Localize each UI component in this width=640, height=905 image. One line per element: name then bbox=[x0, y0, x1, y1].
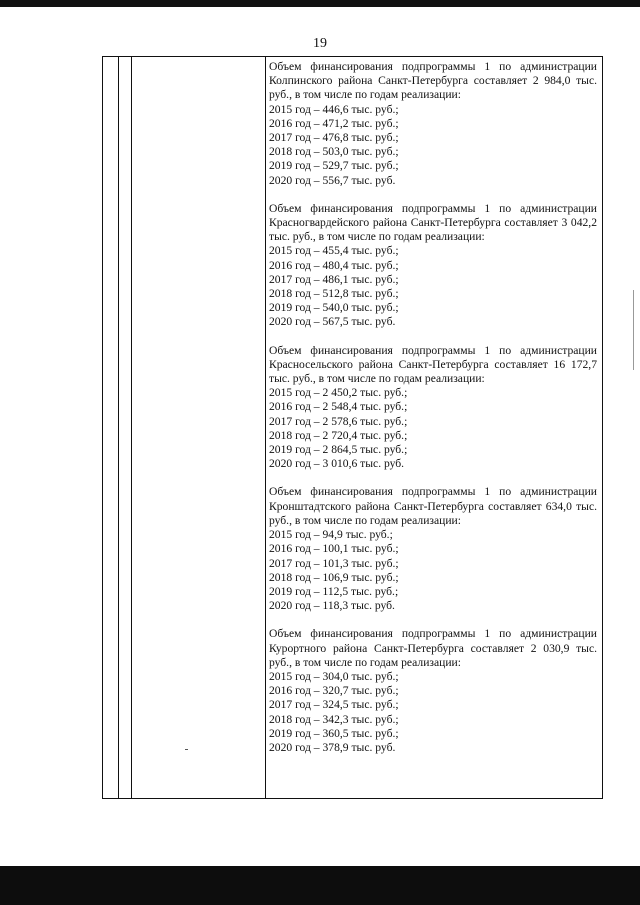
year-line: 2020 год – 378,9 тыс. руб. bbox=[269, 740, 396, 754]
year-line: 2019 год – 529,7 тыс. руб.; bbox=[269, 159, 399, 173]
scan-bottom-border bbox=[0, 866, 640, 905]
financing-block bbox=[269, 344, 597, 472]
year-line: 2019 год – 540,0 тыс. руб.; bbox=[269, 301, 399, 315]
year-line: 2015 год – 455,4 тыс. руб.; bbox=[269, 244, 399, 258]
financing-heading: Объем финансирования подпрограммы 1 по администрации Красносельского района Санкт-Петербурга составляет 16 172,7 тыс. руб., в том числе по годам реализации: bbox=[269, 343, 597, 386]
year-line: 2016 год – 320,7 тыс. руб.; bbox=[269, 684, 399, 698]
scan-speck bbox=[185, 749, 188, 750]
year-line: 2015 год – 304,0 тыс. руб.; bbox=[269, 669, 399, 683]
year-line: 2020 год – 118,3 тыс. руб. bbox=[269, 599, 395, 613]
year-line: 2016 год – 2 548,4 тыс. руб.; bbox=[269, 400, 408, 414]
financing-heading: Объем финансирования подпрограммы 1 по администрации Курортного района Санкт-Петербурга составляет 2 030,9 тыс. руб., в том числе по годам реализации: bbox=[269, 627, 597, 669]
financing-block bbox=[269, 202, 597, 330]
scan-top-border bbox=[0, 0, 640, 7]
year-line: 2017 год – 486,1 тыс. руб.; bbox=[269, 272, 399, 286]
year-line: 2018 год – 2 720,4 тыс. руб.; bbox=[269, 428, 408, 442]
year-line: 2015 год – 446,6 тыс. руб.; bbox=[269, 102, 399, 116]
year-line: 2018 год – 512,8 тыс. руб.; bbox=[269, 287, 399, 301]
year-line: 2019 год – 112,5 тыс. руб.; bbox=[269, 584, 399, 598]
financing-block bbox=[269, 485, 597, 613]
year-line: 2020 год – 3 010,6 тыс. руб. bbox=[269, 457, 405, 471]
scan-edge-mark bbox=[633, 290, 634, 370]
year-line: 2016 год – 471,2 тыс. руб.; bbox=[269, 116, 399, 130]
financing-heading: Объем финансирования подпрограммы 1 по администрации Красногвардейского района Санкт-Петербурга составляет 3 042,2 тыс. руб., в том числе по годам реализации: bbox=[269, 201, 597, 244]
year-line: 2017 год – 324,5 тыс. руб.; bbox=[269, 698, 399, 712]
table-column-divider bbox=[118, 56, 119, 799]
year-line: 2016 год – 480,4 тыс. руб.; bbox=[269, 258, 399, 272]
table-content-cell bbox=[269, 60, 597, 769]
year-line: 2017 год – 2 578,6 тыс. руб.; bbox=[269, 414, 408, 428]
year-line: 2016 год – 100,1 тыс. руб.; bbox=[269, 542, 399, 556]
year-line: 2017 год – 101,3 тыс. руб.; bbox=[269, 556, 399, 570]
year-line: 2020 год – 567,5 тыс. руб. bbox=[269, 315, 396, 329]
year-line: 2020 год – 556,7 тыс. руб. bbox=[269, 173, 396, 187]
year-line: 2015 год – 2 450,2 тыс. руб.; bbox=[269, 386, 408, 400]
financing-block bbox=[269, 60, 597, 188]
year-line: 2018 год – 106,9 тыс. руб.; bbox=[269, 570, 399, 584]
page-number: 19 bbox=[313, 36, 327, 51]
year-line: 2019 год – 360,5 тыс. руб.; bbox=[269, 726, 399, 740]
financing-heading: Объем финансирования подпрограммы 1 по администрации Колпинского района Санкт-Петербурга составляет 2 984,0 тыс. руб., в том числе по годам реализации: bbox=[269, 60, 597, 102]
financing-block bbox=[269, 627, 597, 755]
year-line: 2017 год – 476,8 тыс. руб.; bbox=[269, 131, 399, 145]
financing-heading: Объем финансирования подпрограммы 1 по администрации Кронштадтского района Санкт-Петербурга составляет 634,0 тыс. руб., в том числе по годам реализации: bbox=[269, 485, 597, 527]
table-column-divider bbox=[265, 56, 266, 799]
year-line: 2018 год – 503,0 тыс. руб.; bbox=[269, 145, 399, 159]
year-line: 2015 год – 94,9 тыс. руб.; bbox=[269, 528, 393, 542]
year-line: 2018 год – 342,3 тыс. руб.; bbox=[269, 712, 399, 726]
year-line: 2019 год – 2 864,5 тыс. руб.; bbox=[269, 443, 408, 457]
table-column-divider bbox=[131, 56, 132, 799]
